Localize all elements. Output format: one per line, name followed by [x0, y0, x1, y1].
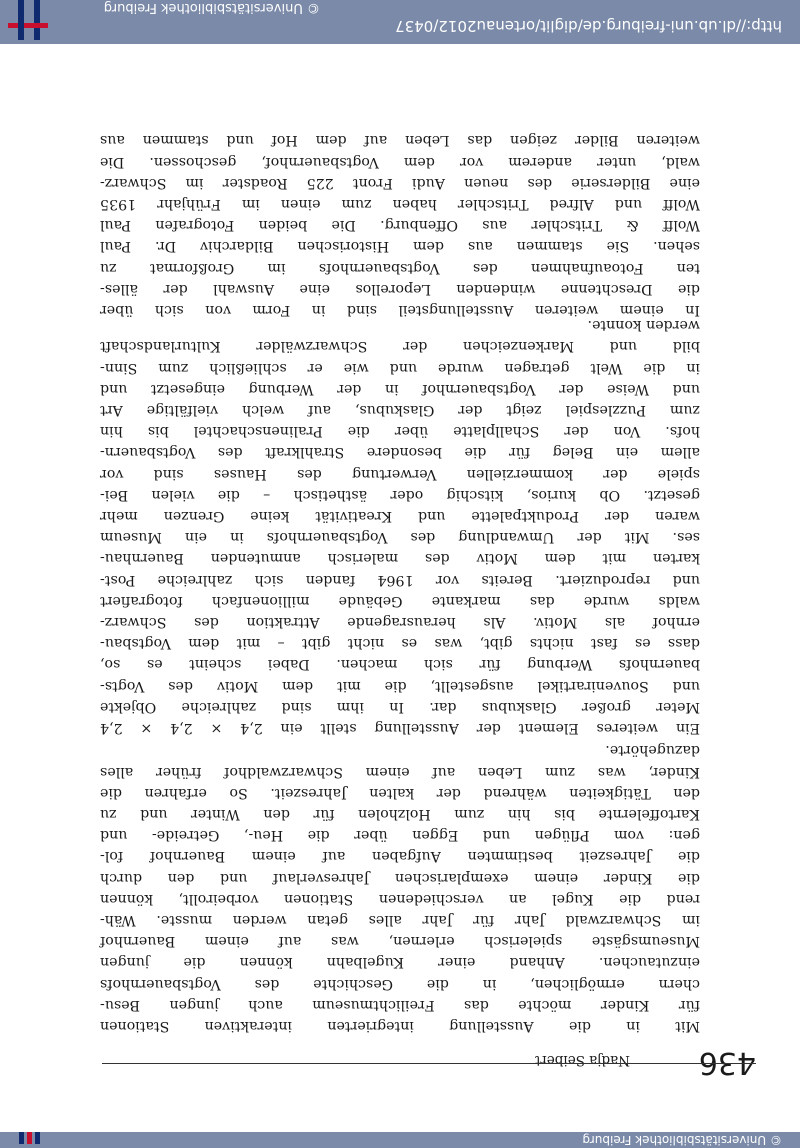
bottom-library-bar [0, 0, 800, 44]
text-line: Kartoffelernte bis hin zum Holzholen für den Winter und zu [100, 805, 700, 822]
text-line: Wolff und Alfred Tritschler haben zum einen im Frühjahr 1935 [100, 195, 700, 212]
text-line: spiele der kommerziellen Verwertung des Hauses sind vor [100, 465, 700, 482]
university-logo-icon [18, 1132, 42, 1148]
top-library-bar [0, 1132, 800, 1148]
text-line: und reproduziert. Bereits vor 1964 fanden sich zahlreiche Post- [100, 571, 700, 588]
text-line: waren der Produktpalette und Kreativität keine Grenzen mehr [100, 507, 700, 524]
text-line: bauernhofs Werbung für sich machen. Dabei scheint es so, [100, 656, 700, 673]
page-number: 436 [698, 1045, 756, 1080]
paragraph-photographs [100, 129, 700, 320]
running-head-author: Nadja Seibert [534, 1052, 630, 1068]
text-line: und Souvenirartikel ausgestellt, die mit dem Motiv des Vogts- [100, 677, 700, 694]
text-line: Mit in die Ausstellung integrierten interaktiven Stationen [100, 1018, 700, 1034]
text-line: wald, unter anderem vor dem Vogtsbauernhof, geschossen. Die [100, 153, 700, 170]
text-line: chern ermöglichen, in die Geschichte des Vogtsbauernhofs [100, 975, 700, 992]
paragraph-glass-cube [100, 314, 700, 738]
university-logo-icon [8, 0, 48, 48]
text-line: eine Bilderserie des neuen Audi Front 225 Roadster im Schwarz- [100, 174, 700, 191]
footer-copyright-text: © Universitätsbibliothek Freiburg [103, 0, 320, 15]
text-line: einzutauchen. Anhand einer Kugelbahn können die jungen [100, 954, 700, 971]
text-line: walds wurde das markante Gebäude millionenfach fotografiert [100, 592, 700, 609]
text-line: dazugehörte. [605, 742, 700, 759]
text-line: den Tätigkeiten während der kalten Jahreszeit. So erfahren die [100, 784, 700, 801]
text-line: allem ein Beleg für die besondere Strahlkraft des Vogtsbauern- [100, 444, 700, 461]
text-line: für Kinder möchte das Freilichtmuseum auch jungen Besu- [100, 996, 700, 1013]
source-url-link[interactable]: http://dl.ub.uni-freiburg.de/diglit/ortenau2012/0437 [395, 17, 782, 35]
text-line: ten Fotoaufnahmen des Vogtsbauernhofs im Großformat zu [100, 259, 700, 276]
text-line: gen: vom Pflügen und Eggen über die Heu-, Getreide- und [100, 827, 700, 844]
text-line: sehen. Sie stammen aus dem Historischen Bildarchiv Dr. Paul [100, 238, 700, 255]
text-line: Museumsgäste spielerisch erlernen, was auf einem Bauernhof [100, 933, 700, 950]
text-line: In einem weiteren Ausstellungsteil sind in Form von sich über [100, 302, 700, 318]
text-line: dass es fast nichts gibt, was es nicht gibt – mit dem Vogtsbau- [100, 635, 700, 652]
text-line: weiteren Bilder zeigen das Leben auf dem Hof und stammen aus [100, 132, 700, 149]
text-line: die Dreschtenne windenden Leporellos eine Auswahl der älles- [100, 280, 700, 297]
text-line: gesetzt. Ob kurios, kitschig oder ästhetisch – die vielen Bei- [100, 486, 700, 503]
text-line: zum Puzzlespiel zeigt der Glaskubus, auf welch vielfältige Art [100, 401, 700, 418]
header-rule [102, 1063, 756, 1064]
paragraph-interactive-stations [100, 739, 700, 1036]
text-line: und Weise der Vogtsbauernhof in der Werbung eingesetzt und [100, 380, 700, 397]
text-line: Wolff & Tritschler aus Offenburg. Die beiden Fotografen Paul [100, 217, 700, 234]
text-line: bild und Markenzeichen der Schwarzwälder Kulturlandschaft [100, 338, 700, 355]
text-line: werden konnte. [587, 317, 700, 334]
text-line: die Jahreszeit bestimmten Aufgaben auf einem Bauernhof fol- [100, 848, 700, 865]
text-line: die Kinder einem exemplarischen Jahresverlauf und den durch [100, 869, 700, 886]
text-line: hofs. Von der Schallplatte über die Pralinenschachtel bis hin [100, 423, 700, 440]
text-line: Kinder, was zum Leben auf einem Schwarzwaldhof früher alles [100, 763, 700, 780]
text-line: Meter großer Glaskubus dar. In ihm sind zahlreiche Objekte [100, 698, 700, 715]
text-line: ses. Mit der Umwandlung des Vogtsbauernhofs in ein Museum [100, 529, 700, 546]
page-header [100, 1034, 756, 1082]
text-line: in die Welt getragen wurde und wie er schließlich zum Sinn- [100, 359, 700, 376]
text-line: rend die Kugel an verschiedenen Stationen vorbeirollt, können [100, 890, 700, 907]
text-line: Ein weiteres Element der Ausstellung stellt ein 2,4 × 2,4 × 2,4 [100, 720, 700, 736]
text-line: karten mit dem Motiv des malerisch anmutenden Bauernhau- [100, 550, 700, 567]
top-copyright-text: © Universitätsbibliothek Freiburg [582, 1133, 782, 1147]
text-line: im Schwarzwald Jahr für Jahr alles getan werden musste. Wäh- [100, 911, 700, 928]
text-line: ernhof als Motiv. Als herausragende Attraktion des Schwarz- [100, 613, 700, 630]
